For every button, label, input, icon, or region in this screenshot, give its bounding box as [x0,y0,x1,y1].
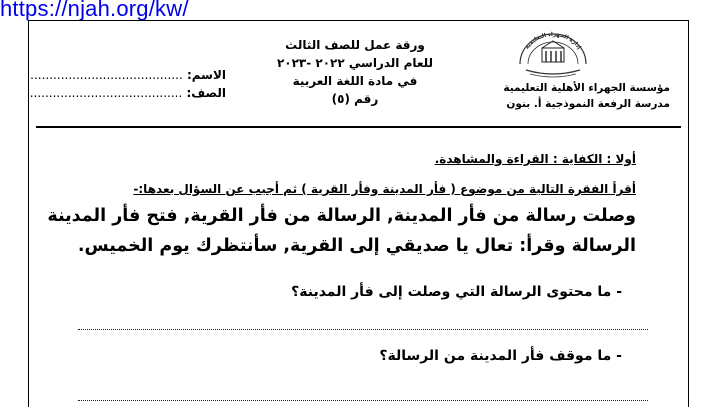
school-seal-logo [516,26,590,80]
name-label: الاسم: [186,68,226,82]
question-2: - ما موقف فأر المدينة من الرسالة؟ [379,348,622,364]
class-label: الصف: [186,86,226,100]
school-name-line2: مدرسة الرفعة النموذجية أ. بنون [506,98,670,110]
header-divider [36,126,681,128]
reading-instruction: أقرأ الفقرة التالية من موضوع ( فأر المدينة وفأر القرية ) ثم أجيب عن السؤال بعدها:- [133,182,636,196]
passage-line1: وصلت رسالة من فأر المدينة, الرسالة من فأر القرية, فتح فأر المدينة [47,206,636,226]
title-line2: للعام الدراسي ٢٠٢٢ -٢٠٢٣ [276,56,434,70]
name-dots: ........................................ [30,68,183,82]
class-field[interactable] [29,86,226,100]
answer-line-2[interactable] [78,400,648,401]
question-1: - ما محتوى الرسالة التي وصلت إلى فأر المدينة؟ [291,284,622,300]
title-line1: ورقة عمل للصف الثالث [285,38,425,52]
title-line3: في مادة اللغة العربية [292,74,418,88]
name-field[interactable] [30,68,226,82]
answer-line-1[interactable] [78,329,648,330]
title-line4: رقم (٥) [331,92,379,106]
section-heading: أولا : الكفاية : القراءة والمشاهدة. [434,152,636,166]
worksheet-title [255,36,455,108]
class-dots: ........................................ [29,86,183,100]
source-url[interactable]: https://njah.org/kw/ [0,0,189,21]
passage-line2: الرسالة وقرأ: تعال يا صديقي إلى القرية, سأنتظرك يوم الخميس. [77,236,636,256]
school-name-line1: مؤسسة الجهراء الأهلية التعليمية [503,82,670,94]
logo-arc-text: إدارة الجهراء التعليمية [524,31,582,51]
